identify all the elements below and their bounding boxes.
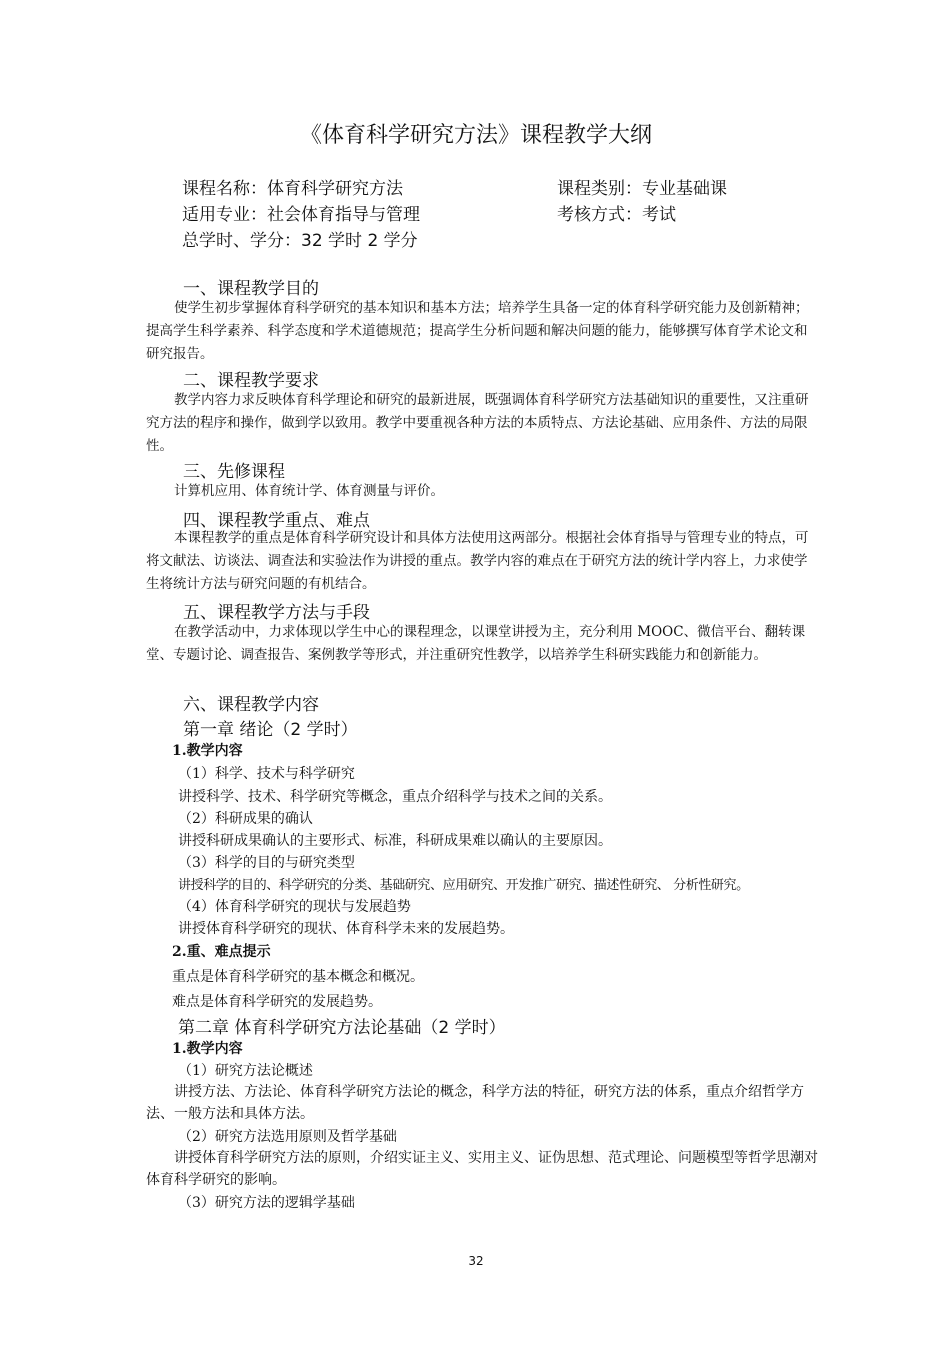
ch2-subheading-content: 1.教学内容 [172,1041,243,1057]
ch2-item-1-text: 讲授方法、方法论、体育科学研究方法论的概念，科学方法的特征，研究方法的体系，重点介绍哲学方法、一般方法和具体方法。 [146,1084,804,1122]
section-1-heading: 一、课程教学目的 [183,279,319,299]
section-3-body: 计算机应用、体育统计学、体育测量与评价。 [174,483,444,499]
ch1-key-point: 重点是体育科学研究的基本概念和概况。 [172,969,424,985]
applicable-major: 适用专业：社会体育指导与管理 [182,205,420,225]
section-6-heading: 六、课程教学内容 [183,695,319,715]
ch1-item-4: （4）体育科学研究的现状与发展趋势 [178,899,411,915]
ch1-item-1-text: 讲授科学、技术、科学研究等概念，重点介绍科学与技术之间的关系。 [178,789,612,805]
ch1-item-2: （2）科研成果的确认 [178,811,313,827]
section-2-heading: 二、课程教学要求 [183,371,319,391]
page-title: 《体育科学研究方法》课程教学大纲 [299,123,652,148]
section-5-heading: 五、课程教学方法与手段 [183,603,370,623]
ch1-subheading-key-points: 2.重、难点提示 [172,944,271,960]
ch1-item-3-text: 讲授科学的目的、科学研究的分类、基础研究、应用研究、开发推广研究、描述性研究、 分析性研究。 [178,878,749,893]
ch1-subheading-content: 1.教学内容 [172,743,243,759]
chapter-2-heading: 第二章 体育科学研究方法论基础（2 学时） [178,1018,506,1038]
ch1-item-2-text: 讲授科研成果确认的主要形式、标准，科研成果难以确认的主要原因。 [178,833,612,849]
section-3-heading: 三、先修课程 [183,462,285,482]
chapter-1-heading: 第一章 绪论（2 学时） [183,720,358,740]
hours-credits: 总学时、学分：32 学时 2 学分 [182,231,418,251]
course-type: 课程类别：专业基础课 [557,179,727,199]
page-number: 32 [468,1254,484,1268]
section-4-body: 本课程教学的重点是体育科学研究设计和具体方法使用这两部分。根据社会体育指导与管理专业的特点，可将文献法、访谈法、调查法和实验法作为讲授的重点。教学内容的难点在于研究方法的统计学内容上，力求使学生将统计方法与研究问题的有机结合。 [146,530,809,592]
ch2-item-3: （3）研究方法的逻辑学基础 [178,1195,355,1211]
ch1-item-3: （3）科学的目的与研究类型 [178,855,355,871]
ch1-difficult-point: 难点是体育科学研究的发展趋势。 [172,994,382,1010]
section-2-body: 教学内容力求反映体育科学理论和研究的最新进展，既强调体育科学研究方法基础知识的重要性，又注重研究方法的程序和操作，做到学以致用。教学中要重视各种方法的本质特点、方法论基础、应用条件、方法的局限性。 [146,392,809,454]
ch2-item-1: （1）研究方法论概述 [178,1063,313,1079]
ch2-item-2-text: 讲授体育科学研究方法的原则，介绍实证主义、实用主义、证伪思想、范式理论、问题模型等哲学思潮对体育科学研究的影响。 [146,1150,818,1188]
ch2-item-2: （2）研究方法选用原则及哲学基础 [178,1129,397,1145]
ch1-item-4-text: 讲授体育科学研究的现状、体育科学未来的发展趋势。 [178,921,514,937]
course-name: 课程名称：体育科学研究方法 [182,179,403,199]
ch1-item-1: （1）科学、技术与科学研究 [178,766,355,782]
section-5-body: 在教学活动中，力求体现以学生中心的课程理念，以课堂讲授为主，充分利用 MOOC、微信平台、翻转课堂、专题讨论、调查报告、案例教学等形式，并注重研究性教学，以培养学生科研实践能力和创新能力。 [146,624,806,663]
section-1-body: 使学生初步掌握体育科学研究的基本知识和基本方法；培养学生具备一定的体育科学研究能力及创新精神；提高学生科学素养、科学态度和学术道德规范；提高学生分析问题和解决问题的能力，能够撰写体育学术论文和研究报告。 [146,300,809,362]
exam-method: 考核方式：考试 [557,205,676,225]
section-4-heading: 四、课程教学重点、难点 [183,511,370,531]
